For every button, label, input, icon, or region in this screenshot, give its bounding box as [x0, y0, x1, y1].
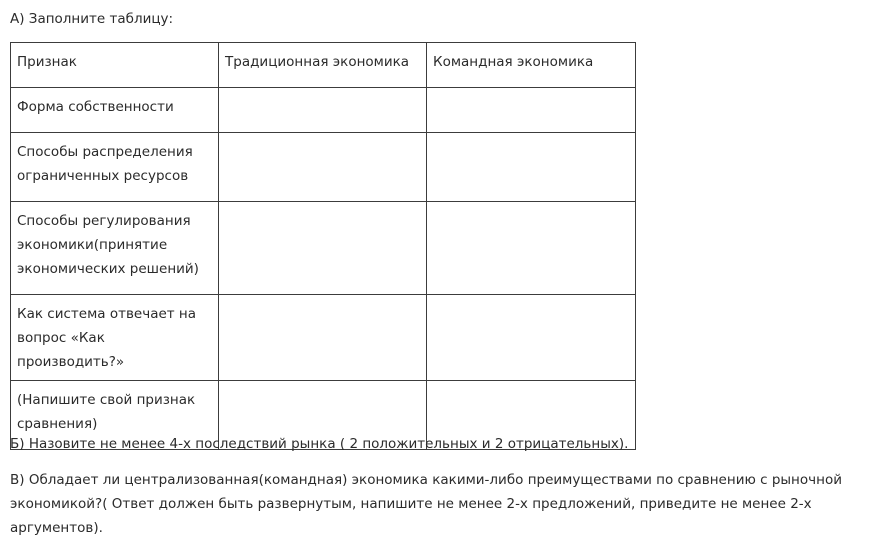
- traditional-answer-cell[interactable]: [219, 88, 427, 133]
- traditional-answer-cell[interactable]: [219, 202, 427, 295]
- criterion-cell: Как система отвечает на вопрос «Как производить?»: [11, 295, 219, 381]
- table-row: [11, 202, 636, 295]
- table-row: [11, 133, 636, 202]
- task-c-text: В) Обладает ли централизованная(командная) экономика какими-либо преимуществами по сравнению с рыночной экономикой?( Ответ должен быть развернутым, напишите не менее 2-х предложений, приведите не менее 2-х аргументов).: [10, 472, 842, 536]
- criterion-cell: Способы регулирования экономики(принятие экономических решений): [11, 202, 219, 295]
- task-a-title: А) Заполните таблицу:: [10, 11, 174, 27]
- criterion-cell: (Напишите свой признак сравнения): [11, 381, 219, 450]
- comparison-table: [10, 42, 636, 450]
- criterion-cell: Форма собственности: [11, 88, 219, 133]
- traditional-answer-cell[interactable]: [219, 133, 427, 202]
- command-answer-cell[interactable]: [427, 202, 636, 295]
- traditional-answer-cell[interactable]: [219, 295, 427, 381]
- table-row: [11, 295, 636, 381]
- table-header-row: [11, 43, 636, 88]
- header-traditional-economy: Традиционная экономика: [219, 43, 427, 88]
- table-row: [11, 88, 636, 133]
- header-criterion: Признак: [11, 43, 219, 88]
- command-answer-cell[interactable]: [427, 133, 636, 202]
- task-b-text: Б) Назовите не менее 4-х последствий рынка ( 2 положительных и 2 отрицательных).: [10, 436, 629, 452]
- header-command-economy: Командная экономика: [427, 43, 636, 88]
- criterion-cell: Способы распределения ограниченных ресурсов: [11, 133, 219, 202]
- command-answer-cell[interactable]: [427, 88, 636, 133]
- command-answer-cell[interactable]: [427, 295, 636, 381]
